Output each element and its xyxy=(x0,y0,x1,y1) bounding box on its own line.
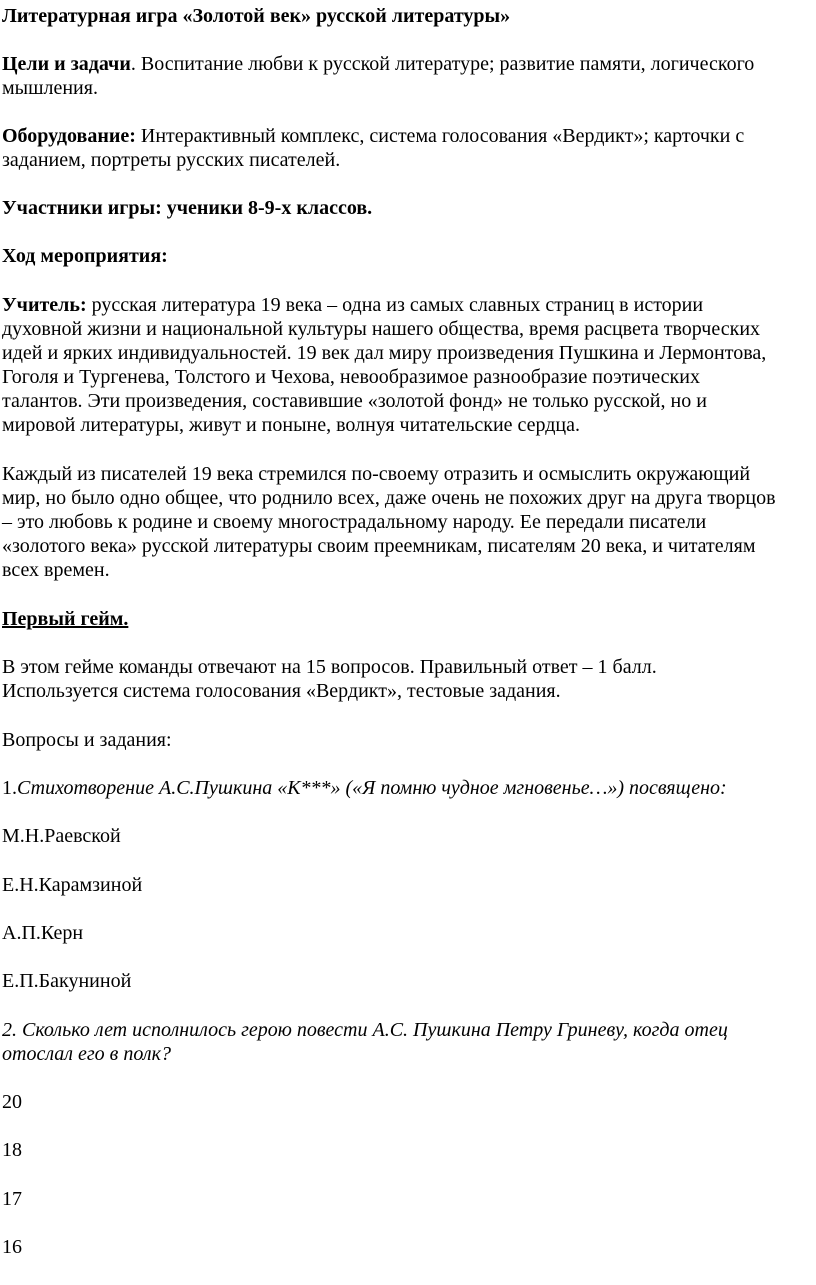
q1-option-1: М.Н.Раевской xyxy=(2,825,121,847)
equipment-line-2: заданием, портреты русских писателей. xyxy=(2,149,341,171)
q2-option-3: 17 xyxy=(2,1188,22,1210)
goals-label: Цели и задачи xyxy=(2,53,131,75)
q2-option-2: 18 xyxy=(2,1139,22,1161)
goals-line-1 xyxy=(2,52,754,76)
paragraph2-line-5: всех времен. xyxy=(2,559,110,581)
question-1 xyxy=(2,776,727,800)
teacher-line-3: идей и ярких индивидуальностей. 19 век дал миру произведения Пушкина и Лермонтова, xyxy=(2,342,767,364)
teacher-line-5: талантов. Эти произведения, составившие «золотой фонд» не только русской, но и xyxy=(2,390,707,412)
teacher-line-6: мировой литературы, живут и поныне, волнуя читательские сердца. xyxy=(2,414,581,436)
teacher-line-4: Гоголя и Тургенева, Толстого и Чехова, невообразимое разнообразие поэтических xyxy=(2,366,700,388)
progress-heading: Ход мероприятия: xyxy=(2,245,168,267)
question-1-text: Стихотворение А.С.Пушкина «К***» («Я помню чудное мгновенье…») посвящено: xyxy=(17,777,727,799)
goals-text: . Воспитание любви к русской литературе; развитие памяти, логического xyxy=(130,53,755,75)
first-game-text-line-1: В этом гейме команды отвечают на 15 вопросов. Правильный ответ – 1 балл. xyxy=(2,656,657,678)
first-game-text-line-2: Используется система голосования «Вердикт», тестовые задания. xyxy=(2,680,561,702)
paragraph2-line-1: Каждый из писателей 19 века стремился по-своему отразить и осмыслить окружающий xyxy=(2,463,751,485)
first-game-heading: Первый гейм. xyxy=(2,608,129,630)
equipment-line-1 xyxy=(2,124,744,148)
q1-option-4: Е.П.Бакуниной xyxy=(2,970,132,992)
teacher-label: Учитель: xyxy=(2,294,87,316)
teacher-text: русская литература 19 века – одна из самых славных страниц в истории xyxy=(86,294,704,316)
equipment-label: Оборудование: xyxy=(2,125,136,147)
q2-option-1: 20 xyxy=(2,1091,22,1113)
question-2-line-2: отослал его в полк? xyxy=(2,1043,171,1065)
paragraph2-line-2: мир, но было одно общее, что роднило всех, даже очень не похожих друг на друга творцов xyxy=(2,487,776,509)
q1-option-2: Е.Н.Карамзиной xyxy=(2,874,143,896)
paragraph2-line-4: «золотого века» русской литературы своим преемникам, писателям 20 века, и читателям xyxy=(2,535,756,557)
questions-heading: Вопросы и задания: xyxy=(2,729,172,751)
document-title: Литературная игра «Золотой век» русской литературы» xyxy=(2,5,511,27)
paragraph2-line-3: – это любовь к родине и своему многострадальному народу. Ее передали писатели xyxy=(2,511,707,533)
equipment-text: Интерактивный комплекс, система голосования «Вердикт»; карточки с xyxy=(135,125,745,147)
teacher-line-2: духовной жизни и национальной культуры нашего общества, время расцвета творческих xyxy=(2,318,761,340)
teacher-line-1 xyxy=(2,293,703,317)
participants-line: Участники игры: ученики 8-9-х классов. xyxy=(2,197,373,219)
q2-option-4: 16 xyxy=(2,1236,22,1258)
goals-line-2: мышления. xyxy=(2,77,98,99)
question-1-number: 1. xyxy=(2,777,17,799)
q1-option-3: А.П.Керн xyxy=(2,922,84,944)
question-2-line-1: 2. Сколько лет исполнилось герою повести А.С. Пушкина Петру Гриневу, когда отец xyxy=(2,1019,728,1041)
